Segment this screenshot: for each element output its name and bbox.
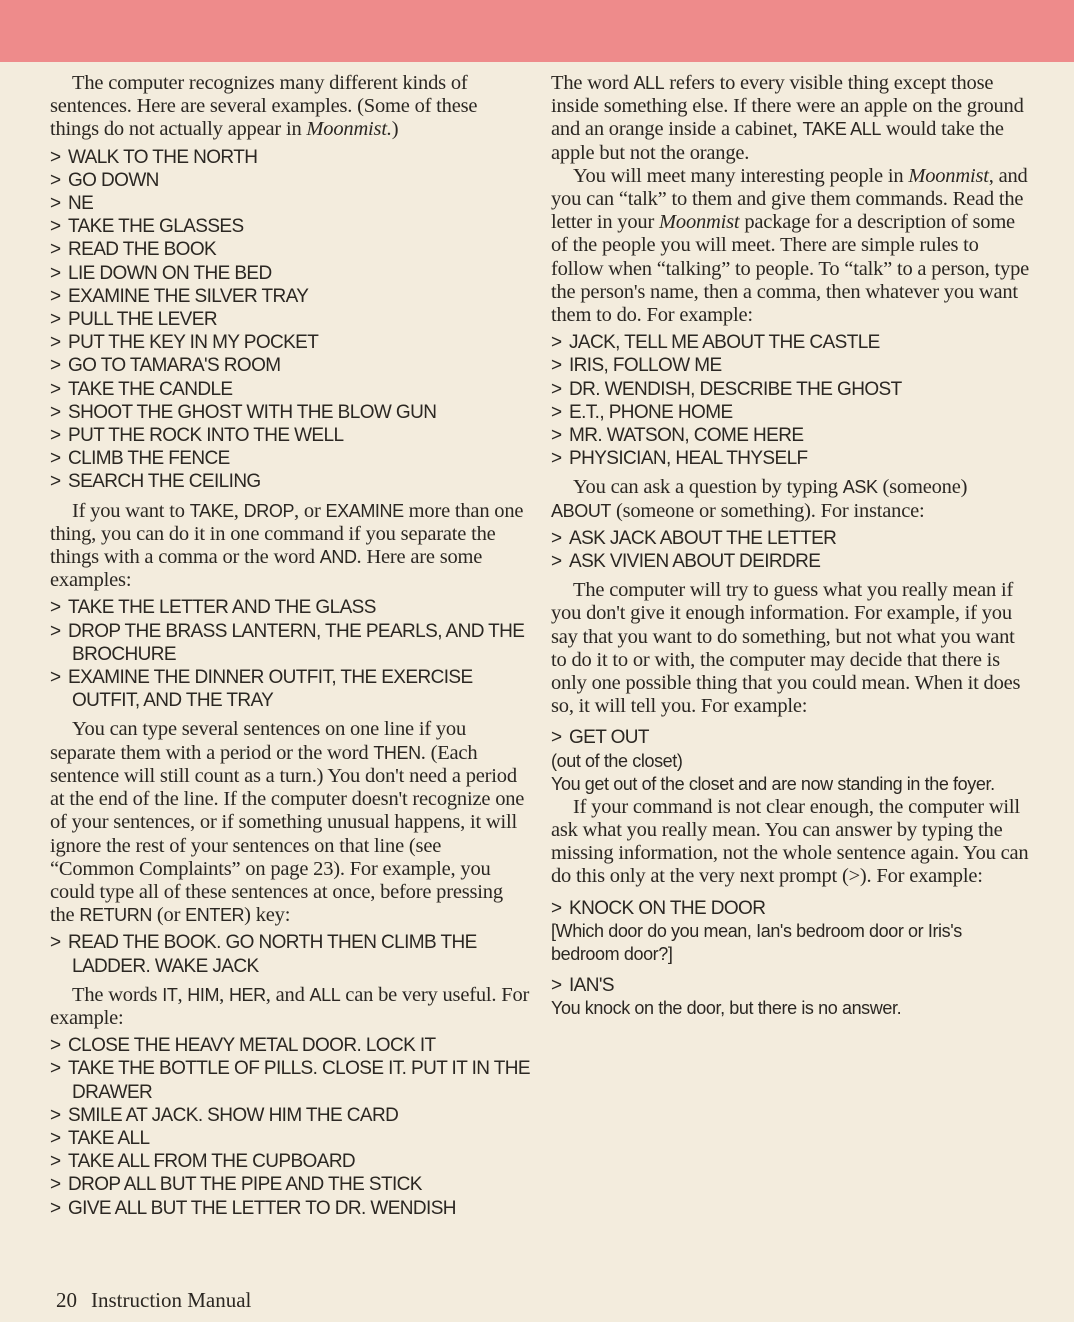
command-line: > MR. WATSON, COME HERE: [551, 425, 804, 447]
command-line: > PULL THE LEVER: [50, 309, 217, 331]
ask-paragraph: You can ask a question by typing ASK (someone) ABOUT (someone or something). For instance:: [551, 476, 968, 522]
command-line: > CLOSE THE HEAVY METAL DOOR. LOCK IT: [50, 1035, 436, 1057]
pronouns-list: [50, 1034, 530, 1220]
command-line: > SMILE AT JACK. SHOW HIM THE CARD: [50, 1104, 399, 1126]
header-band: [0, 0, 1074, 62]
command-line: > DR. WENDISH, DESCRIBE THE GHOST: [551, 378, 902, 400]
clarify-paragraph: If your command is not clear enough, the computer will ask what you really mean. You can answer by typing the missing information, not the whole sentence again. You can do this only at the very next prompt (>). For example:: [551, 795, 1029, 888]
command-line: > SEARCH THE CEILING: [50, 471, 261, 493]
command-line: > JACK, TELL ME ABOUT THE CASTLE: [551, 332, 880, 354]
command-line: > GO DOWN: [50, 169, 159, 191]
command-line: > DROP THE BRASS LANTERN, THE PEARLS, AND THE BROCHURE: [50, 620, 525, 665]
command-line: > LIE DOWN ON THE BED: [50, 262, 272, 284]
command-line: > KNOCK ON THE DOOR: [551, 897, 766, 919]
command-line: > ASK VIVIEN ABOUT DEIRDRE: [551, 551, 821, 573]
command-line: > READ THE BOOK. GO NORTH THEN CLIMB THE LADDER. WAKE JACK: [50, 932, 477, 977]
command-line: > NE: [50, 193, 94, 215]
command-line: > GIVE ALL BUT THE LETTER TO DR. WENDISH: [50, 1197, 456, 1219]
multiple-objects-paragraph: If you want to TAKE, DROP, or EXAMINE more than one thing, you can do it in one command if you separate the things with a comma or the word AND. Here are some examples:: [50, 499, 524, 592]
command-line: > TAKE THE CANDLE: [50, 378, 233, 400]
response-line: You get out of the closet and are now standing in the foyer.: [551, 773, 995, 794]
example-commands-list: [50, 146, 530, 494]
page-number: 20: [56, 1288, 77, 1312]
all-word-paragraph: The word ALL refers to every visible thing except those inside something else. If there were an apple on the ground and an orange inside a cabinet, TAKE ALL would take the apple but not the orange.: [551, 72, 1024, 164]
command-line: > E.T., PHONE HOME: [551, 401, 733, 423]
command-line: > CLIMB THE FENCE: [50, 448, 230, 470]
talking-commands-list: [551, 331, 1031, 470]
command-line: > TAKE THE GLASSES: [50, 216, 244, 238]
command-line: > WALK TO THE NORTH: [50, 146, 258, 168]
intro-paragraph: The computer recognizes many different kinds of sentences. Here are several examples. (Some of these things do not actually appear in Moonmist.): [50, 72, 478, 141]
pronouns-paragraph: The words IT, HIM, HER, and ALL can be very useful. For example:: [50, 983, 530, 1029]
command-line: > TAKE THE BOTTLE OF PILLS. CLOSE IT. PUT IT IN THE DRAWER: [50, 1058, 530, 1103]
command-line: > PUT THE KEY IN MY POCKET: [50, 332, 319, 354]
guess-paragraph: The computer will try to guess what you really mean if you don't give it enough information. For example, if you say that you want to do something, but not what you want to do it to or with, the computer may decide that there is only one possible thing that you could mean. When it does so, it will tell you. For example:: [551, 579, 1021, 718]
command-line: > DROP ALL BUT THE PIPE AND THE STICK: [50, 1174, 422, 1196]
command-line: > IRIS, FOLLOW ME: [551, 355, 722, 377]
command-line: > PUT THE ROCK INTO THE WELL: [50, 425, 344, 447]
right-column: [551, 72, 1031, 1020]
command-line: > GO TO TAMARA'S ROOM: [50, 355, 281, 377]
command-line: > ASK JACK ABOUT THE LETTER: [551, 527, 837, 549]
page-footer: [56, 1288, 251, 1313]
ask-commands-list: [551, 527, 1031, 573]
multiple-sentences-list: [50, 931, 530, 977]
footer-label: Instruction Manual: [91, 1288, 252, 1312]
command-line: > PHYSICIAN, HEAL THYSELF: [551, 448, 808, 470]
command-line: > EXAMINE THE SILVER TRAY: [50, 285, 309, 307]
example-knock: [551, 897, 1031, 966]
command-line: > SHOOT THE GHOST WITH THE BLOW GUN: [50, 401, 437, 423]
left-column: [50, 72, 530, 1226]
response-line: You knock on the door, but there is no answer.: [551, 997, 902, 1018]
command-line: > TAKE ALL FROM THE CUPBOARD: [50, 1151, 356, 1173]
multiple-sentences-paragraph: You can type several sentences on one line if you separate them with a period or the word THEN. (Each sentence will still count as a turn.) You don't need a period at the end of the line. If the computer doesn't recognize one of your sentences, or if something unusual happens, it will ignore the rest of your sentences on that line (see “Common Complaints” on page 23). For example, you could type all of these sentences at once, before pressing the RETURN (or ENTER) key:: [50, 718, 525, 927]
response-line: (out of the closet): [551, 750, 683, 771]
example-get-out: [551, 726, 1031, 795]
example-ians: [551, 974, 1031, 1020]
command-line: > GET OUT: [551, 727, 649, 749]
command-line: > EXAMINE THE DINNER OUTFIT, THE EXERCISE OUTFIT, AND THE TRAY: [50, 667, 473, 712]
command-line: > IAN'S: [551, 974, 614, 996]
command-line: > TAKE ALL: [50, 1127, 150, 1149]
command-line: > TAKE THE LETTER AND THE GLASS: [50, 597, 376, 619]
response-line: [Which door do you mean, Ian's bedroom door or Iris's bedroom door?]: [551, 920, 962, 964]
multiple-objects-list: [50, 596, 530, 712]
talking-paragraph: You will meet many interesting people in Moonmist, and you can “talk” to them and give them commands. Read the letter in your Moonmist package for a description of some of the people you will meet. There are simple rules to follow when “talking” to people. To “talk” to a person, type the person's name, then a comma, then whatever you want them to do. For example:: [551, 164, 1030, 327]
command-line: > READ THE BOOK: [50, 239, 217, 261]
